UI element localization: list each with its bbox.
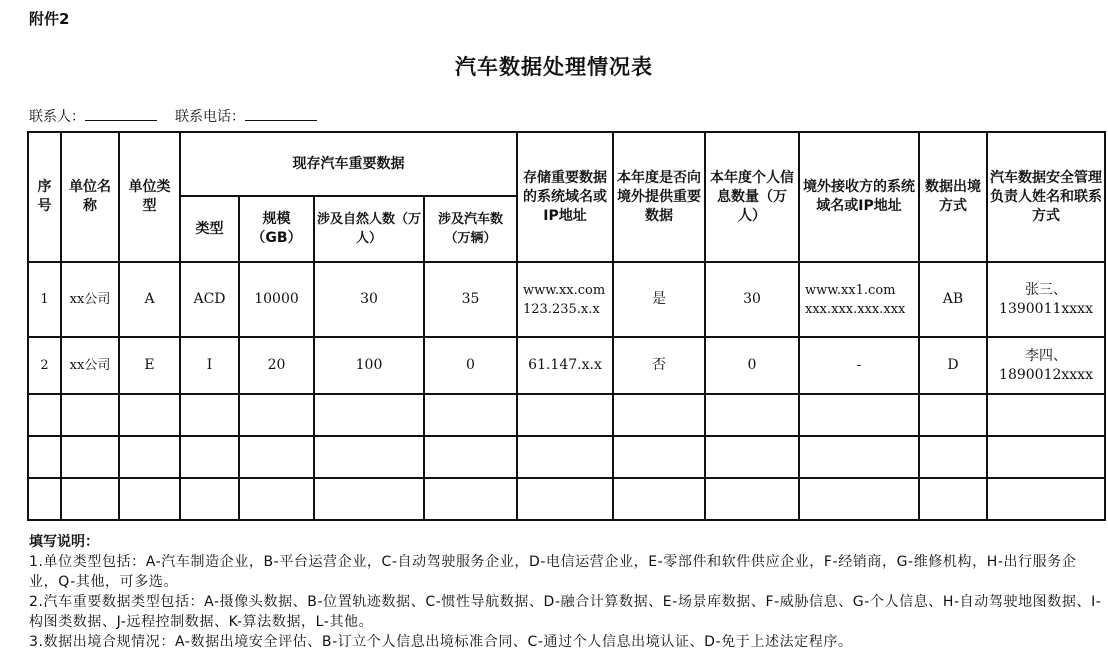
data-table bbox=[27, 131, 1106, 521]
col-type-header: 类型 bbox=[180, 196, 239, 262]
cell-security-manager bbox=[987, 337, 1105, 394]
col-personal-info-qty-header: 本年度个人信息数量（万人） bbox=[705, 132, 799, 262]
col-security-manager-header: 汽车数据安全管理负责人姓名和联系方式 bbox=[987, 132, 1105, 262]
col-storage-domain-header: 存储重要数据的系统域名或IP地址 bbox=[517, 132, 613, 262]
cell-index: 2 bbox=[28, 337, 61, 394]
col-vehicles-header: 涉及汽车数（万辆） bbox=[424, 196, 517, 262]
instruction-data-types: 2.汽车重要数据类型包括：A-摄像头数据、B-位置轨迹数据、C-惯性导航数据、D-融合计算数据、E-场景库数据、F-威胁信息、G-个人信息、H-自动驾驶地图数据、I-构图类数据、J-远程控制数据、K-算法数据，L-其他。 bbox=[29, 594, 1102, 630]
instruction-export-compliance: 3.数据出境合规情况：A-数据出境安全评估、B-订立个人信息出境标准合同、C-通过个人信息出境认证、D-免于上述法定程序。 bbox=[29, 634, 853, 650]
cell-personal-info-qty: 0 bbox=[705, 337, 799, 394]
manager-phone-line: 1390011xxxx bbox=[999, 300, 1093, 317]
cell-provided-abroad: 是 bbox=[613, 262, 705, 337]
col-unit-type-header: 单位类型 bbox=[119, 132, 180, 262]
filling-instructions bbox=[29, 532, 1104, 652]
cell-provided-abroad: 否 bbox=[613, 337, 705, 394]
cell-storage-domain bbox=[517, 262, 613, 337]
instruction-unit-types: 1.单位类型包括：A-汽车制造企业，B-平台运营企业，C-自动驾驶服务企业，D-电信运营企业，E-零部件和软件供应企业，F-经销商，G-维修机构，H-出行服务企业，Q-其他，可多选。 bbox=[29, 554, 1077, 590]
cell-index: 1 bbox=[28, 262, 61, 337]
recipient-ip-line: xxx.xxx.xxx.xxx bbox=[805, 301, 906, 317]
cell-storage-domain: 61.147.x.x bbox=[517, 337, 613, 394]
manager-name-line: 李四、 bbox=[1025, 347, 1067, 364]
storage-ip-line: 123.235.x.x bbox=[523, 301, 600, 317]
cell-unit-type: E bbox=[119, 337, 180, 394]
instructions-title: 填写说明： bbox=[29, 534, 99, 550]
storage-domain-line: www.xx.com bbox=[523, 282, 606, 298]
cell-personal-info-qty: 30 bbox=[705, 262, 799, 337]
manager-name-line: 张三、 bbox=[1025, 281, 1067, 298]
cell-recipient-domain: - bbox=[799, 337, 919, 394]
attachment-label: 附件2 bbox=[29, 10, 70, 28]
cell-unit-type: A bbox=[119, 262, 180, 337]
col-recipient-domain-header: 境外接收方的系统域名或IP地址 bbox=[799, 132, 919, 262]
empty-row bbox=[28, 478, 1105, 520]
cell-type: ACD bbox=[180, 262, 239, 337]
cell-export-method: AB bbox=[919, 262, 987, 337]
table-row bbox=[28, 337, 1105, 394]
cell-scale: 20 bbox=[239, 337, 314, 394]
col-existing-data-group-header: 现存汽车重要数据 bbox=[180, 132, 517, 196]
cell-export-method: D bbox=[919, 337, 987, 394]
contact-phone-label: 联系电话： bbox=[175, 109, 245, 125]
cell-recipient-domain bbox=[799, 262, 919, 337]
cell-persons: 30 bbox=[314, 262, 424, 337]
cell-security-manager bbox=[987, 262, 1105, 337]
col-persons-header: 涉及自然人数（万人） bbox=[314, 196, 424, 262]
contact-line bbox=[29, 106, 317, 126]
col-provided-abroad-header: 本年度是否向境外提供重要数据 bbox=[613, 132, 705, 262]
cell-unit-name: xx公司 bbox=[61, 337, 119, 394]
contact-phone-blank[interactable] bbox=[245, 106, 317, 121]
page-title: 汽车数据处理情况表 bbox=[455, 54, 653, 79]
manager-phone-line: 1890012xxxx bbox=[999, 366, 1093, 383]
recipient-domain-line: www.xx1.com bbox=[805, 282, 896, 298]
empty-row bbox=[28, 394, 1105, 436]
cell-type: I bbox=[180, 337, 239, 394]
col-export-method-header: 数据出境方式 bbox=[919, 132, 987, 262]
col-scale-header: 规模（GB） bbox=[239, 196, 314, 262]
header-row-1 bbox=[28, 132, 1105, 196]
cell-scale: 10000 bbox=[239, 262, 314, 337]
empty-row bbox=[28, 436, 1105, 478]
col-index-header: 序号 bbox=[28, 132, 61, 262]
table-row bbox=[28, 262, 1105, 337]
cell-persons: 100 bbox=[314, 337, 424, 394]
col-unit-name-header: 单位名称 bbox=[61, 132, 119, 262]
cell-unit-name: xx公司 bbox=[61, 262, 119, 337]
cell-vehicles: 0 bbox=[424, 337, 517, 394]
contact-person-blank[interactable] bbox=[85, 106, 157, 121]
contact-person-label: 联系人： bbox=[29, 109, 85, 125]
cell-vehicles: 35 bbox=[424, 262, 517, 337]
